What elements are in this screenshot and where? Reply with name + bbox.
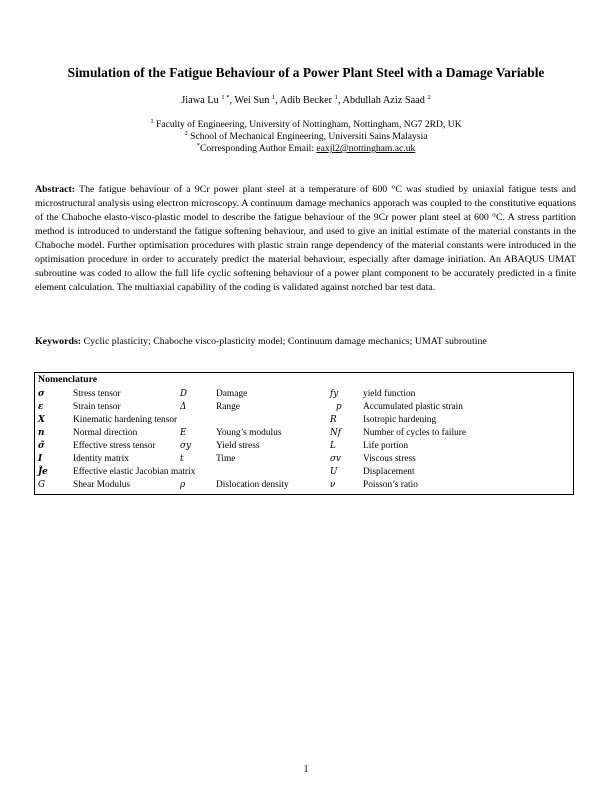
symbol-description: Stress tensor — [73, 389, 121, 399]
symbol-description: Identity matrix — [73, 454, 129, 464]
nomenclature-heading: Nomenclature — [38, 374, 98, 385]
symbol-description: Life portion — [363, 441, 409, 451]
author-mark: 2 — [427, 94, 431, 101]
symbol-description: Dislocation density — [216, 480, 289, 490]
symbol-description: Strain tensor — [73, 402, 121, 412]
abstract-text: The fatigue behaviour of a 9Cr power plant steel at a temperature of 600 °C was studied by uniaxial fatigue tests and microstructural analysis using electron microscopy. A continuum damage mechanics apporach was coupled to the constitutive equations of the Chaboche elasto-visco-plastic model to describe the fatigue behaviour of the 9Cr power plant steel at 600 °C. A stress partition method is introduced to understand the fatigue softening behaviour, and used to give an initial estimate of the material constants in the Chaboche model. Further optimisation procedures with plastic strain range dependency of the material constants were introduced in the optimisation procedure in order to accurately predict the material behaviour, especially after damage initiation. An ABAQUS UMAT subroutine was coded to allow the full life cyclic softening behaviour of a power plant component to be accurately predicted in a finite element calculation. The multiaxial capability of the coding is validated against notched bar test data. — [35, 184, 576, 293]
symbol-description: Yield stress — [216, 441, 260, 451]
author-separator: , — [229, 95, 235, 106]
symbol-description: Shear Modulus — [73, 480, 131, 490]
symbol-description: Displacement — [363, 467, 415, 477]
nomenclature-row — [35, 414, 573, 426]
symbol-description: Range — [216, 402, 240, 412]
corresponding-label: Corresponding Author Email: — [199, 143, 317, 154]
author-name: Abdullah Aziz Saad — [342, 95, 425, 106]
affiliation-mark: 2 — [184, 130, 188, 137]
symbol-description: Damage — [216, 389, 248, 399]
author-name: Wei Sun — [234, 95, 270, 106]
symbol: E — [180, 428, 187, 438]
nomenclature-row — [35, 440, 573, 452]
author-mark: 1 — [334, 94, 338, 101]
symbol: X — [38, 415, 45, 425]
nomenclature-row — [35, 453, 573, 465]
affiliation-text: Faculty of Engineering, University of Nottingham, Nottingham, NG7 2RD, UK — [153, 119, 462, 130]
nomenclature-row — [35, 466, 573, 478]
symbol-description: Poisson’s ratio — [363, 480, 418, 490]
symbol: ν — [330, 480, 336, 490]
corresponding-mark: * — [196, 142, 200, 149]
symbol: D — [180, 389, 188, 399]
symbol: σ̃ — [38, 441, 45, 451]
author-separator: , — [275, 95, 280, 106]
symbol-description: Number of cycles to failure — [363, 428, 467, 438]
symbol: p — [336, 402, 342, 412]
symbol-description: Viscous stress — [363, 454, 416, 464]
keywords-text: Cyclic plasticity; Chaboche visco-plasticity model; Continuum damage mechanics; UMAT subroutine — [81, 336, 487, 347]
symbol-description: Time — [216, 454, 236, 464]
author-mark: 1 * — [221, 94, 230, 101]
symbol: Δ — [180, 402, 187, 412]
symbol: J̃e — [38, 467, 48, 477]
abstract — [35, 183, 576, 295]
affiliation-mark: 1 — [150, 118, 154, 125]
nomenclature-row — [35, 401, 573, 413]
page-number: 1 — [303, 764, 309, 775]
affiliation — [40, 131, 572, 143]
abstract-label: Abstract: — [35, 184, 76, 195]
symbol-description: Effective elastic Jacobian matrix — [73, 467, 196, 477]
symbol: fy — [330, 389, 339, 399]
symbol: Nf — [330, 428, 341, 438]
keywords — [35, 336, 576, 347]
symbol: ε — [38, 402, 44, 412]
symbol-description: Kinematic hardening tensor — [73, 415, 178, 425]
symbol: G — [38, 480, 46, 490]
corresponding-author — [40, 143, 572, 155]
author-name: Adib Becker — [279, 95, 333, 106]
symbol-description: yield function — [363, 389, 416, 399]
symbol: σ — [38, 389, 45, 399]
nomenclature-row — [35, 427, 573, 439]
author-name: Jiawa Lu — [181, 95, 219, 106]
nomenclature-box — [34, 372, 574, 495]
symbol-description: Normal direction — [73, 428, 138, 438]
symbol-description: Isotropic hardening — [363, 415, 437, 425]
affiliation-text: School of Mechanical Engineering, Universiti Sains Malaysia — [187, 131, 428, 142]
symbol-description: Effective stress tensor — [73, 441, 156, 451]
author-separator: , — [337, 95, 343, 106]
symbol: n — [38, 428, 45, 438]
symbol: σv — [330, 454, 341, 464]
keywords-label: Keywords: — [35, 336, 82, 347]
nomenclature-row — [35, 388, 573, 400]
symbol-description: Accumulated plastic strain — [363, 402, 463, 412]
author-mark: 1 — [271, 94, 276, 101]
email-link[interactable]: eaxjl2@nottingham.ac.uk — [316, 143, 416, 154]
symbol-description: Young’s modulus — [216, 428, 282, 438]
author-list — [40, 95, 572, 106]
affiliation — [40, 119, 572, 131]
paper-title: Simulation of the Fatigue Behaviour of a Power Plant Steel with a Damage Variable — [67, 65, 545, 80]
symbol: U — [330, 467, 338, 477]
symbol: I — [38, 454, 43, 464]
symbol: ρ — [180, 480, 186, 490]
symbol: R — [330, 415, 337, 425]
symbol: σy — [180, 441, 191, 451]
symbol: L — [330, 441, 336, 451]
symbol: t — [180, 454, 184, 464]
nomenclature-row — [35, 479, 573, 491]
